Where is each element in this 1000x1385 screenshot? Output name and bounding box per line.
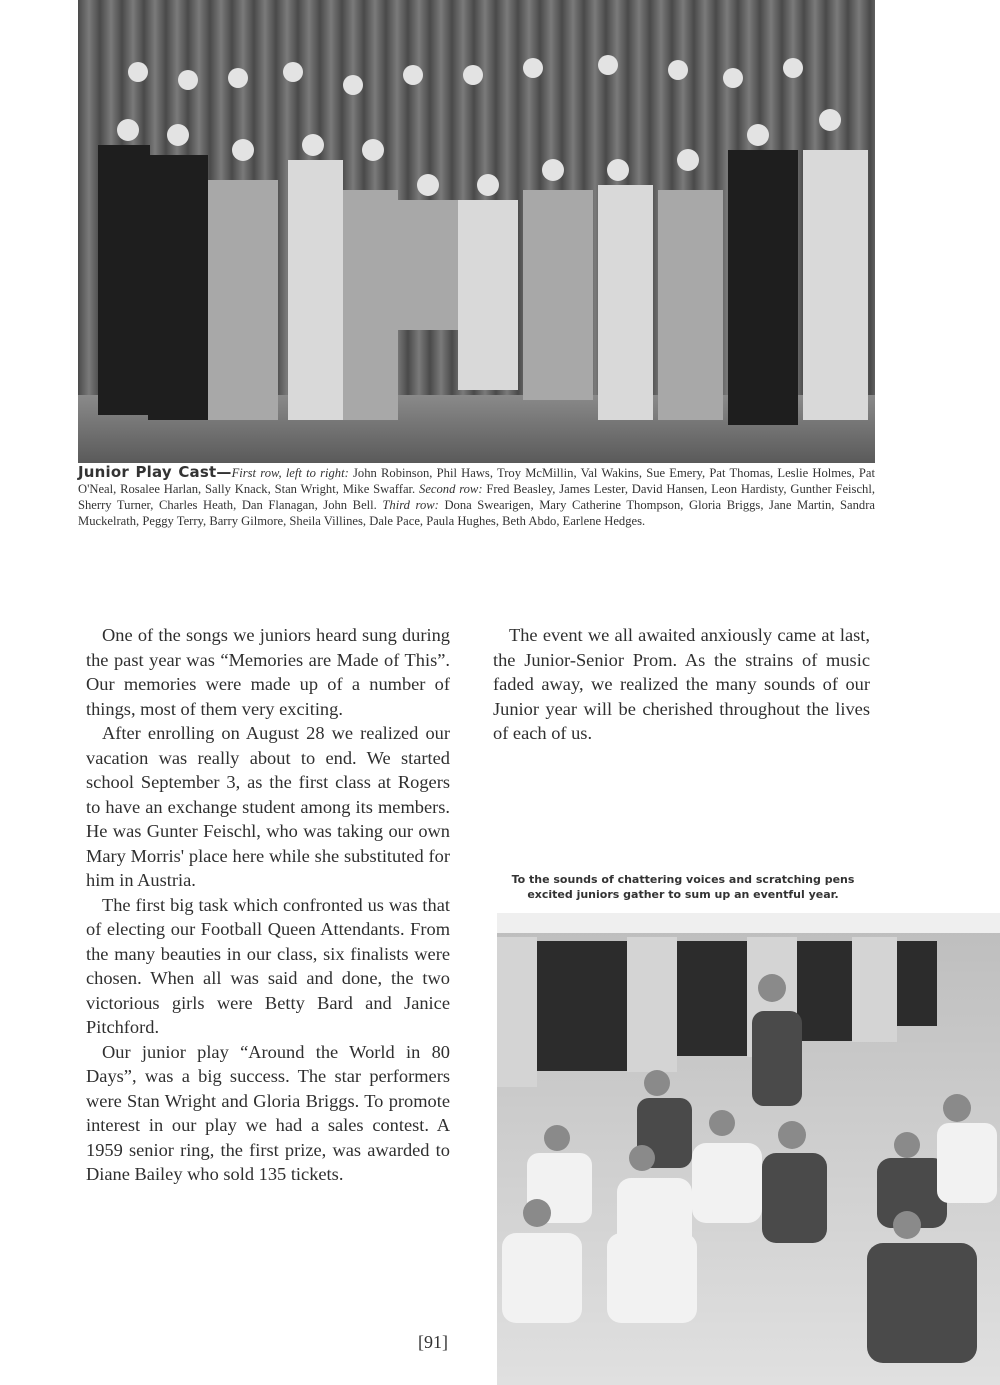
right-text-column xyxy=(493,623,870,746)
paragraph: The first big task which confronted us was that of electing our Football Queen Attendants. From the many beauties in our class, six finalists were chosen. When all was said and done, the two victorious girls were Betty Bard and Janice Pitchford. xyxy=(86,894,450,1037)
paragraph: One of the songs we juniors heard sung during the past year was “Memories are Made of This”. Our memories were made up of a number of things, most of them very exciting. xyxy=(86,625,450,719)
caption-line: To the sounds of chattering voices and scratching pens xyxy=(511,873,855,886)
juniors-photo xyxy=(497,913,1000,1385)
cast-photo xyxy=(78,0,875,463)
third-row-label: Third row: xyxy=(382,498,439,512)
paragraph: Our junior play “Around the World in 80 Days”, was a big success. The star performers were Stan Wright and Gloria Briggs. To promote interest in our play we had a sales contest. A 1959 senior ring, the first prize, was awarded to Diane Bailey who sold 135 tickets. xyxy=(86,1041,450,1184)
caption-line: excited juniors gather to sum up an eventful year. xyxy=(527,888,839,901)
second-row-label: Second row: xyxy=(419,482,483,496)
juniors-photo-caption xyxy=(494,872,872,902)
paragraph: The event we all awaited anxiously came at last, the Junior-Senior Prom. As the strains of music faded away, we realized the many sounds of our Junior year will be cherished throughout the lives of each of us. xyxy=(493,625,870,743)
paragraph: After enrolling on August 28 we realized our vacation was really about to end. We started school September 3, as the first class at Rogers to have an exchange student among its members. He was Gunter Feischl, who was taking our own Mary Morris' place here while she substituted for him in Austria. xyxy=(86,723,450,890)
second-row-names: Fred Beasley, James Lester, David Hansen, Leon Hardisty, Gunther Feischl, Sherry Turner, Charles Heath, Dan Flanagan, John Bell. xyxy=(78,482,875,512)
cast-caption xyxy=(78,464,875,529)
third-row-names: Dona Swearigen, Mary Catherine Thompson, Gloria Briggs, Jane Martin, Sandra Muckelrath, Peggy Terry, Barry Gilmore, Sheila Villines, Dale Pace, Paula Hughes, Beth Abdo, Earlene Hedges. xyxy=(78,498,875,528)
left-text-column xyxy=(86,623,450,1187)
page-number: [91] xyxy=(418,1332,448,1352)
first-row-label: First row, left to right: xyxy=(231,466,349,480)
first-row-names: John Robinson, Phil Haws, Troy McMillin, Val Wakins, Sue Emery, Pat Thomas, Leslie Holmes, Pat O'Neal, Rosalee Harlan, Sally Knack, Stan Wright, Mike Swaffar. xyxy=(78,466,875,496)
cast-caption-heading: Junior Play Cast— xyxy=(78,463,232,481)
